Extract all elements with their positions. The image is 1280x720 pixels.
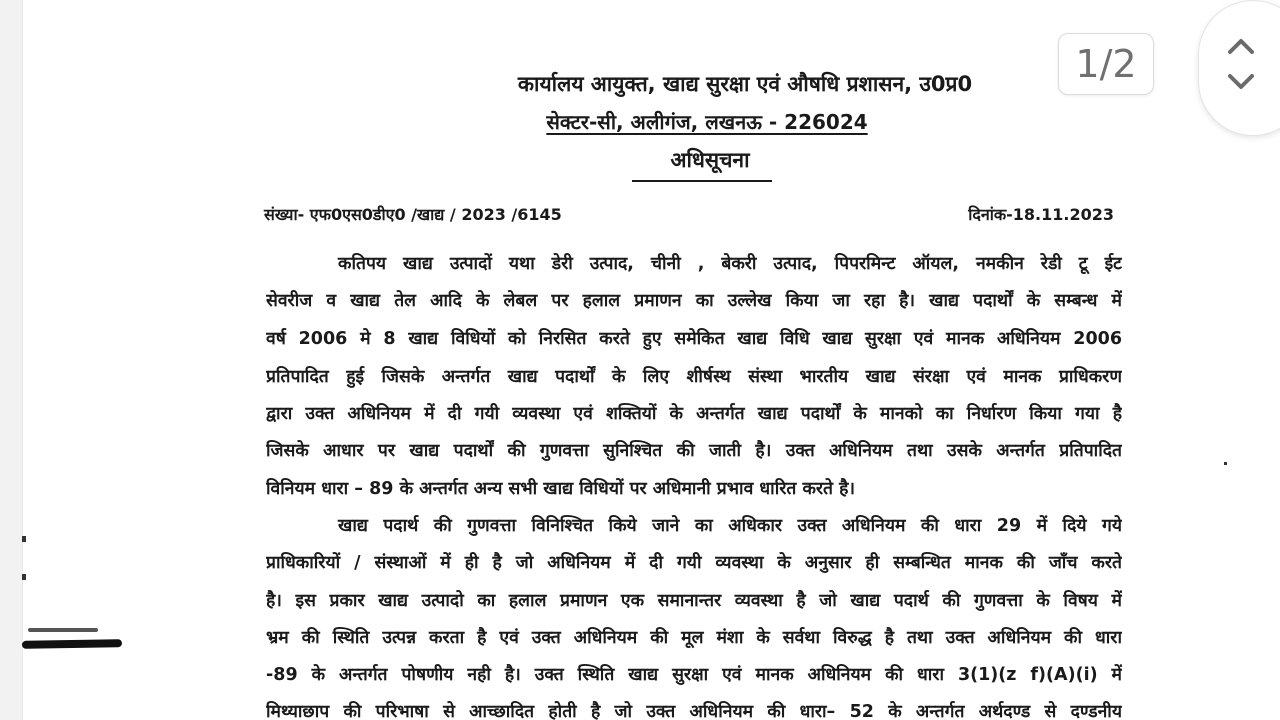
scan-artifact xyxy=(22,536,26,542)
paragraph-line: प्राधिकारियों / संस्थाओं में ही है जो अधिनियम में दी गयी व्यवस्था के अनुसार ही सम्बन्धित मानक की जाँच करते xyxy=(266,553,1122,573)
page-margin-strip xyxy=(0,0,23,720)
previous-page-button[interactable] xyxy=(1219,29,1263,63)
notice-date: दिनांक-18.11.2023 xyxy=(968,205,1114,224)
paragraph-line: मिथ्याछाप की परिभाषा से आच्छादित होती है जो उक्त अधिनियम की धारा– 52 के अन्तर्गत अर्थदण्ड से दण्डनीय xyxy=(266,702,1122,720)
paragraph-line: है। इस प्रकार खाद्य उत्पादो का हलाल प्रमाणन एक समानान्तर व्यवस्था है जो खाद्य पदार्थ की गुणवत्ता के विषय में xyxy=(266,591,1122,611)
office-address: सेक्टर-सी, अलीगंज, लखनऊ - 226024 xyxy=(546,110,868,134)
notice-title: अधिसूचना xyxy=(670,148,750,172)
paragraph-line: वर्ष 2006 मे 8 खाद्य विधियों को निरसित करते हुए समेकित खाद्य विधि खाद्य सुरक्षा एवं मानक अधिनियम 2006 xyxy=(266,329,1122,349)
page-indicator: 1/2 xyxy=(1058,33,1154,95)
reference-number: संख्या- एफ0एस0डीए0 /खाद्य / 2023 /6145 xyxy=(264,205,562,224)
paragraph-line: कतिपय खाद्य उत्पादों यथा डेरी उत्पाद, चीनी , बेकरी उत्पाद, पिपरमिन्ट ऑयल, नमकीन रेडी टू ईट xyxy=(338,254,1122,274)
paragraph-line: विनियम धारा – 89 के अन्तर्गत अन्य सभी खाद्य विधियों पर अधिमानी प्रभाव धारित करते है। xyxy=(266,479,856,499)
scan-artifact xyxy=(28,628,98,632)
paragraph-line: खाद्य पदार्थ की गुणवत्ता विनिश्चित किये जाने का अधिकार उक्त अधिनियम की धारा 29 में दिये गये xyxy=(338,516,1122,536)
notice-title-underline xyxy=(632,180,772,182)
paragraph-line: जिसके आधार पर खाद्य पदार्थों की गुणवत्ता सुनिश्चित की जाती है। उक्त अधिनियम तथा उसके अन्तर्गत प्रतिपादित xyxy=(266,441,1122,461)
chevron-up-icon xyxy=(1226,36,1256,56)
document-page xyxy=(262,0,1128,720)
paragraph-line: -89 के अन्तर्गत पोषणीय नही है। उक्त स्थिति खाद्य सुरक्षा एवं मानक अधिनियम की धारा 3(1)(z f)(A)(i) में xyxy=(266,665,1122,685)
next-page-button[interactable] xyxy=(1219,65,1263,99)
paragraph-line: भ्रम की स्थिति उत्पन्न करता है एवं उक्त अधिनियम की मूल मंशा के सर्वथा विरुद्ध है तथा उक्त अधिनियम की धारा xyxy=(266,628,1122,648)
paragraph-line: सेवरीज व खाद्य तेल आदि के लेबल पर हलाल प्रमाणन का उल्लेख किया जा रहा है। खाद्य पदार्थों के सम्बन्ध में xyxy=(266,291,1122,311)
office-heading: कार्यालय आयुक्त, खाद्य सुरक्षा एवं औषधि प्रशासन, उ0प्र0 xyxy=(517,72,973,96)
paragraph-line: प्रतिपादित हुई जिसके अन्तर्गत खाद्य पदार्थों के लिए शीर्षस्थ संस्था भारतीय खाद्य संरक्षा एवं मानक प्राधिकरण xyxy=(266,367,1122,387)
chevron-down-icon xyxy=(1226,72,1256,92)
scan-artifact xyxy=(22,574,26,580)
scan-artifact xyxy=(1224,462,1227,465)
scan-artifact xyxy=(22,639,122,649)
page-navigation xyxy=(1198,0,1280,136)
paragraph-line: द्वारा उक्त अधिनियम में दी गयी व्यवस्था एवं शक्तियों के अन्तर्गत खाद्य पदार्थों के मानको का निर्धारण किया गया है xyxy=(266,404,1122,424)
